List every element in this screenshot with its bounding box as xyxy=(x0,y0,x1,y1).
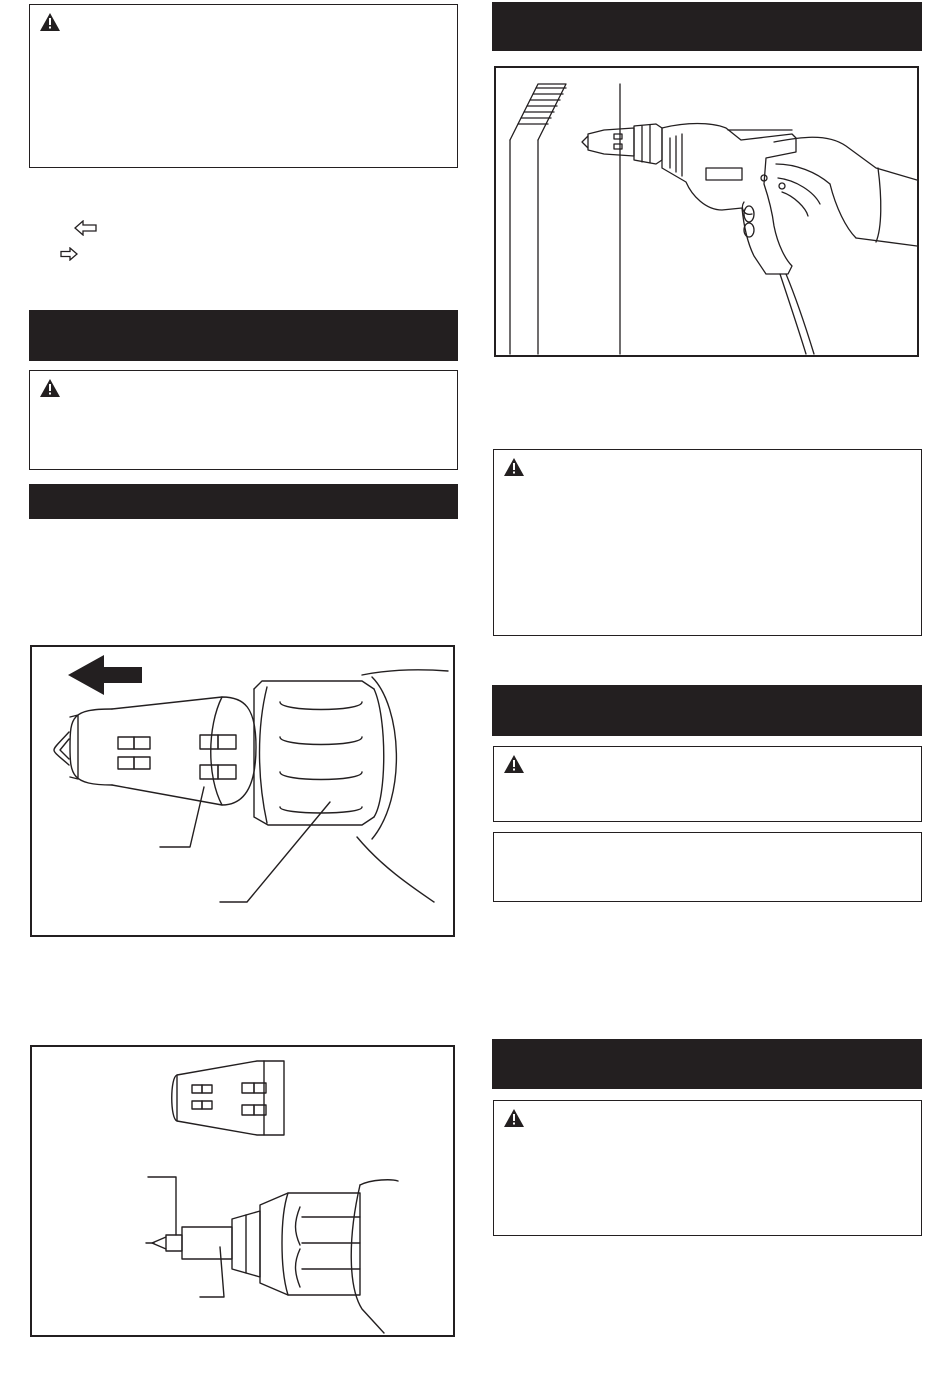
warning-triangle-icon xyxy=(504,1109,524,1127)
warning-triangle-icon xyxy=(504,458,524,476)
sleeve-illustration xyxy=(32,647,453,935)
warning-triangle-icon xyxy=(40,379,60,397)
figure-bit-insertion xyxy=(30,1045,455,1337)
warning-box-4 xyxy=(493,746,922,822)
warning-box-5 xyxy=(493,1100,922,1236)
bit-holder-illustration xyxy=(32,1047,453,1335)
operation-illustration xyxy=(496,68,917,355)
warning-box-3 xyxy=(493,449,922,636)
warning-triangle-icon xyxy=(504,755,524,773)
section-heading-bar-bottom-right xyxy=(492,1039,922,1089)
outline-left-arrow-icon xyxy=(74,220,98,236)
warning-box-2 xyxy=(29,370,458,470)
warning-box-1 xyxy=(29,4,458,168)
section-heading-bar-top-right xyxy=(492,2,922,51)
pull-direction-arrow xyxy=(68,655,142,695)
section-heading-bar-mid-right xyxy=(492,685,922,736)
figure-operation xyxy=(494,66,919,357)
warning-triangle-icon xyxy=(40,13,60,31)
section-heading-bar-1 xyxy=(29,310,458,361)
figure-sleeve-removal xyxy=(30,645,455,937)
outline-right-arrow-icon xyxy=(60,247,78,261)
section-heading-bar-2 xyxy=(29,484,458,519)
note-box xyxy=(493,832,922,902)
